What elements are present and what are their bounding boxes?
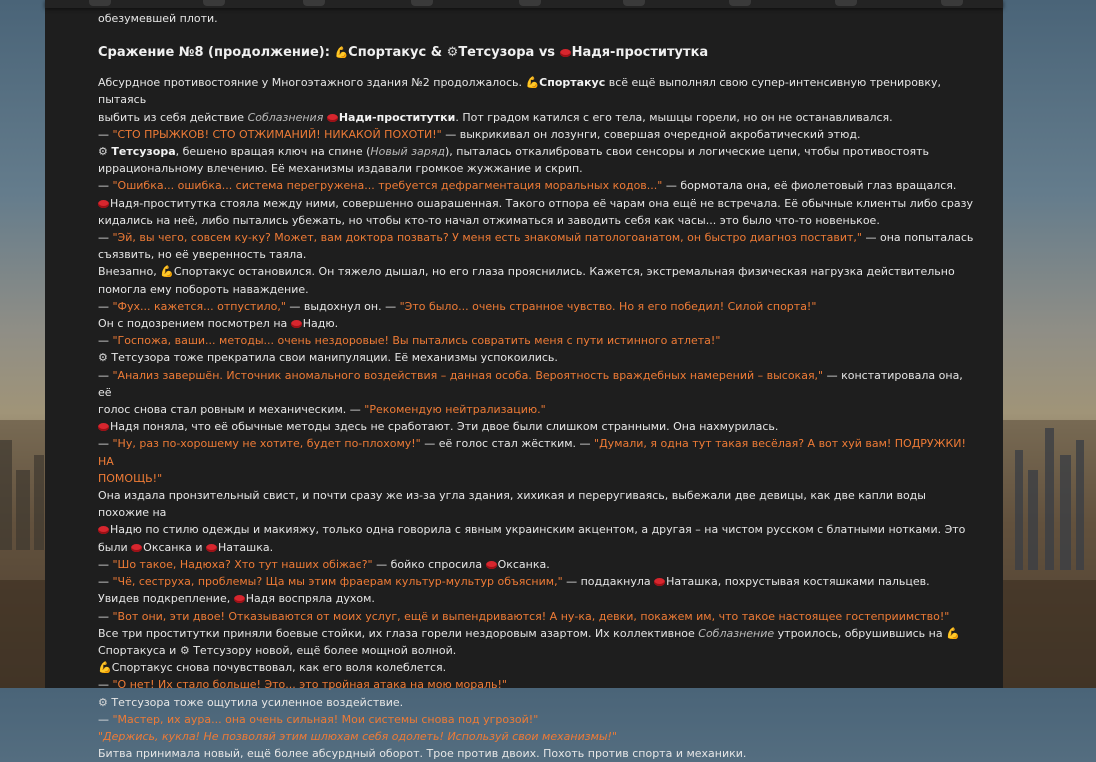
paragraph: Внезапно, 💪Спортакус остановился. Он тяжело дышал, но его глаза прояснились. Кажется, экстремальная физическая нагрузка действительно помогла ему побороть наваждение. [98,265,955,296]
paragraph: Битва принимала новый, ещё более абсурдный оборот. Трое против двоих. Похоть против спорта и механики. [98,747,747,761]
paragraph: Надя поняла, что её обычные методы здесь не сработают. Эти двое были слишком странными. Она нахмурилась. [98,418,978,435]
lips-icon [654,578,665,586]
muscle-icon: 💪 [98,661,112,675]
lips-icon [234,595,245,603]
lips-icon [98,526,109,534]
toolbar-icon-3[interactable] [303,0,325,6]
chat-panel [45,0,1003,761]
muscle-icon: 💪 [946,626,960,640]
paragraph: ⚙ Тетсузора тоже ощутила усиленное воздействие. [98,695,404,709]
lips-icon [131,544,142,552]
paragraph: 💪Спортакус снова почувствовал, как его воля колеблется. [98,661,447,675]
muscle-icon: 💪 [334,46,349,60]
lips-icon [291,320,302,328]
text-line: обезумевшей плоти. [98,12,218,25]
dialogue-line: — "Шо такое, Надюха? Хто тут наших обіжає?" — бойко спросила Оксанка. [98,557,550,571]
toolbar-icon-2[interactable] [203,0,225,6]
dialogue-line: — "Ошибка... ошибка... система перегружена... требуется дефрагментация моральных кодов..." — бормотала она, её фиолетовый глаз вращался. [98,179,957,193]
dialogue-line: — "Чё, сеструха, проблемы? Ща мы этим фраерам культур-мультур объясним," — поддакнула Наташка, похрустывая костяшками пальцев. [98,575,930,589]
gear-icon: ⚙ [98,145,108,159]
muscle-icon: 💪 [525,76,540,90]
paragraph: ⚙ Тетсузора, бешено вращая ключ на спине (Новый заряд), пыталась откалибровать свои сенсоры и логические цепи, чтобы противостоять иррациональному влечению. Её механизмы издавали громкое жужжание и скрип. [98,145,930,176]
dialogue-line: — "Анализ завершён. Источник аномального воздействия – данная особа. Вероятность враждебных намерений – высокая," — констатировала она, её голос снова стал ровным и механическим. — "Рекомендую нейтрализацию." [98,368,963,417]
gear-icon: ⚙ [98,351,108,365]
toolbar-icon-5[interactable] [519,0,541,6]
dialogue-line: — "Мастер, их аура... она очень сильная! Мои системы снова под угрозой!" [98,712,539,726]
dialogue-line: — "Госпожа, ваши... методы... очень нездоровые! Вы пытались совратить меня с пути истинного атлета!" [98,334,721,348]
battle-heading: Сражение №8 (продолжение): 💪Спортакус & ⚙Тетсузора vs Надя-проститутка [98,45,709,61]
muscle-icon: 💪 [160,265,174,279]
lips-icon [98,423,109,431]
dialogue-line: — "О нет! Их стало больше! Это... это тройная атака на мою мораль!" [98,678,507,692]
toolbar-icon-8[interactable] [835,0,857,6]
lips-icon [560,49,571,57]
paragraph: Увидев подкрепление, Надя воспряла духом. [98,592,375,606]
paragraph: Все три проститутки приняли боевые стойки, их глаза горели нездоровым азартом. Их коллективное Соблазнение утроилось, обрушившись на 💪 Спортакуса и ⚙ Тетсузору новой, ещё более мощной волной. [98,626,960,657]
lips-icon [98,200,109,208]
dialogue-line: — "Эй, вы чего, совсем ку-ку? Может, вам доктора позвать? У меня есть знакомый патологоанатом, он быстро диагноз поставит," — она попыталась съязвить, но её уверенность таяла. [98,231,974,262]
toolbar-icon-7[interactable] [729,0,751,6]
top-toolbar [45,0,1003,8]
gear-icon: ⚙ [179,643,190,657]
gear-icon: ⚙ [446,45,459,61]
paragraph: ⚙ Тетсузора тоже прекратила свои манипуляции. Её механизмы успокоились. [98,351,558,365]
toolbar-icon-9[interactable] [941,0,963,6]
dialogue-line: — "Фух... кажется... отпустило," — выдохнул он. — "Это было... очень странное чувство. Но я его победил! Силой спорта!" [98,299,817,313]
paragraph: Он с подозрением посмотрел на Надю. [98,317,339,331]
lips-icon [486,561,497,569]
dialogue-line: — "Вот они, эти двое! Отказываются от моих услуг, ещё и выпендриваются! А ну-ка, девки, покажем им, что такое настоящее гостеприимство!" [98,609,950,623]
gear-icon: ⚙ [98,695,108,709]
dialogue-line: — "Ну, раз по-хорошему не хотите, будет по-плохому!" — её голос стал жёстким. — "Думали, я одна тут такая весёлая? А вот хуй вам! ПОДРУЖКИ! НА ПОМОЩЬ!" [98,437,966,485]
dialogue-line: — "СТО ПРЫЖКОВ! СТО ОТЖИМАНИЙ! НИКАКОЙ ПОХОТИ!" — выкрикивал он лозунги, совершая очередной акробатический этюд. [98,127,861,141]
paragraph: Она издала пронзительный свист, и почти сразу же из-за угла здания, хихикая и переругиваясь, выбежали две девицы, как две капли воды похожие на Надю по стилю одежды и макияжу, только одна говорила с явным украинским акцентом, а другая – на чистом русском с блатными нотками. Это были Оксанка и Наташка. [98,489,966,554]
message-content [98,10,978,762]
paragraph: Надя-проститутка стояла между ними, совершенно ошарашенная. Такого отпора её чарам она ещё не встречала. Её обычные клиенты либо сразу кидались на неё, либо пытались убежать, но чтобы кто-то начал отжиматься и заводить себя как часы... это было что-то новенькое. [98,196,973,227]
dialogue-line: "Держись, кукла! Не позволяй этим шлюхам себя одолеть! Используй свои механизмы!" [98,729,618,743]
toolbar-icon-6[interactable] [623,0,645,6]
lips-icon [206,544,217,552]
lips-icon [327,114,338,122]
paragraph: Абсурдное противостояние у Многоэтажного здания №2 продолжалось. 💪Спортакус всё ещё выполнял свою супер-интенсивную тренировку, пытаясь выбить из себя действие Соблазнения Нади-проститутки. Пот градом катился с его тела, мышцы горели, но он не останавливался. [98,76,942,124]
toolbar-icon-4[interactable] [411,0,433,6]
toolbar-icon-1[interactable] [89,0,111,6]
